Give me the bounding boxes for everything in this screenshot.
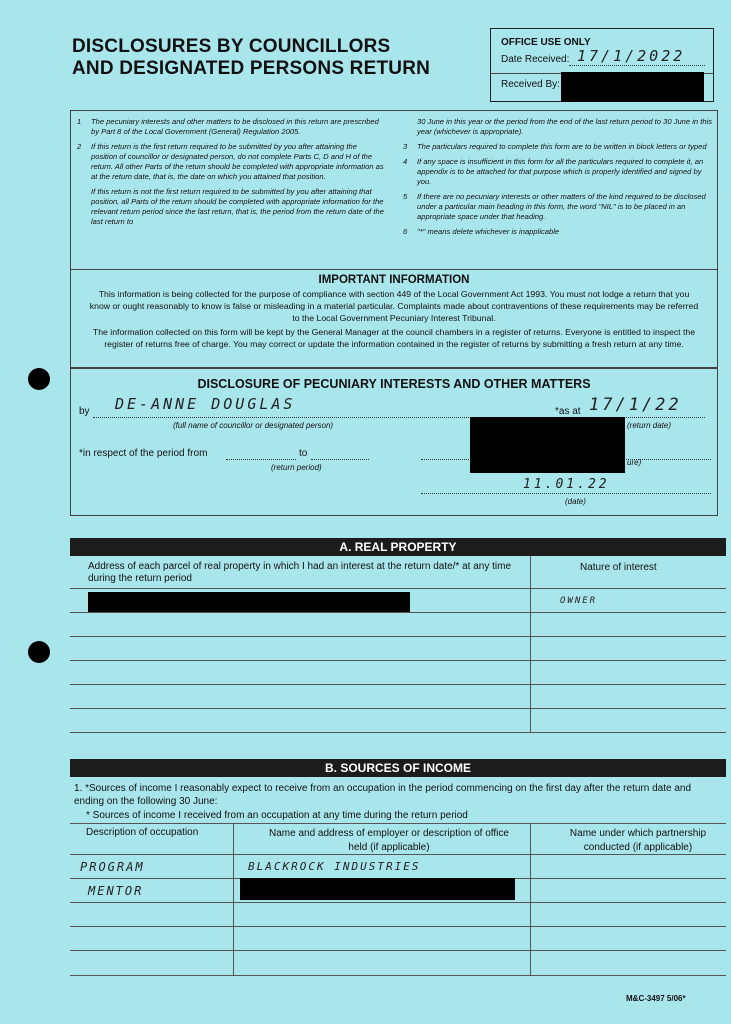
- instruction-item: [77, 142, 385, 182]
- income-item-1b: * Sources of income I received from an occupation at any time during the return period: [86, 810, 468, 821]
- instruction-number: 4: [403, 157, 408, 166]
- employer-address-redaction: [240, 878, 515, 900]
- address-redaction: [88, 592, 410, 612]
- important-information-box: [70, 270, 718, 368]
- employer-line-1[interactable]: BLACKROCK INDUSTRIES: [248, 860, 421, 873]
- page-title: [72, 36, 430, 80]
- instruction-number: 5: [403, 192, 408, 201]
- as-at-label: *as at: [555, 406, 581, 417]
- important-heading: IMPORTANT INFORMATION: [318, 274, 470, 286]
- to-label: to: [299, 448, 308, 459]
- title-line-2: AND DESIGNATED PERSONS RETURN: [72, 58, 431, 79]
- instruction-number: 6: [403, 227, 408, 236]
- instruction-text: If this return is not the first return required to be submitted by you after attaining that position, all Parts of the return should be completed with appropriate information for the relevant return period since the last return, that is, the period from the return date of the last return to: [91, 187, 384, 226]
- instruction-item: [403, 157, 713, 187]
- instructions-box: [70, 110, 718, 270]
- instruction-number: 3: [403, 142, 408, 151]
- section-a-bar: A. REAL PROPERTY: [70, 538, 726, 556]
- instruction-text: The particulars required to complete this form are to be written in block letters or typed: [417, 142, 707, 151]
- punch-hole: [28, 641, 50, 663]
- income-col1-header: Description of occupation: [86, 827, 199, 838]
- redaction-block: [561, 72, 704, 102]
- instruction-number: 2: [77, 142, 82, 151]
- real-property-col2-header: Nature of interest: [580, 562, 657, 573]
- received-by-label: Received By:: [501, 79, 560, 90]
- punch-hole: [28, 368, 50, 390]
- date-received-label: Date Received:: [501, 54, 570, 65]
- occupation-line-2[interactable]: MENTOR: [88, 884, 144, 898]
- instruction-text: If this return is the first return required to be submitted by you after attaining the position of councillor or designated person, do not complete Parts C, D and H of the return. All other Parts of the return should be completed with appropriate information as at the return date, that is, the date on which you attained that position.: [91, 142, 384, 181]
- instruction-text: 30 June in this year or the period from the end of the last return period to 30 June in this year (whichever is appropriate).: [417, 117, 713, 136]
- section-b-bar: B. SOURCES OF INCOME: [70, 759, 726, 777]
- important-paragraph-2: The information collected on this form will be kept by the General Manager at the council chambers in a register of returns. Everyone is entitled to inspect the register of returns free of charge. You may correct or update the information contained in the register of returns by submitting a fresh return at any time.: [92, 327, 696, 349]
- office-use-heading: OFFICE USE ONLY: [501, 37, 591, 48]
- instruction-item: [403, 117, 713, 137]
- instruction-number: 1: [77, 117, 82, 126]
- instruction-item: [403, 142, 713, 152]
- return-date-caption: (return date): [627, 421, 672, 430]
- instructions-left-column: [77, 117, 385, 232]
- disclosure-heading: DISCLOSURE OF PECUNIARY INTERESTS AND OTHER MATTERS: [197, 377, 591, 391]
- instruction-item: [403, 227, 713, 237]
- instruction-text: The pecuniary interests and other matters to be disclosed in this return are prescribed by Part 8 of the Local Government (General) Regulation 2005.: [91, 117, 379, 136]
- income-col3-header: Name under which partnership conducted (if applicable): [569, 828, 707, 853]
- instruction-item: [77, 117, 385, 137]
- signed-date-value[interactable]: 11.01.22: [523, 477, 610, 492]
- important-paragraph-1: This information is being collected for the purpose of compliance with section 449 of the Local Government Act 1993. You must not lodge a return that you know or ought reasonably to know is false or misleading in a material particular. Complaints made about contraventions of these requirements may be referred to the Local Government Pecuniary Interest Tribunal.: [89, 289, 699, 323]
- as-at-value[interactable]: 17/1/22: [589, 395, 682, 415]
- signature-caption-tail: ure): [627, 458, 642, 467]
- by-label: by: [79, 406, 90, 417]
- return-period-caption: (return period): [271, 463, 322, 472]
- instruction-text: If there are no pecuniary interests or other matters of the kind required to be disclosed under a particular main heading in this form, the word "NIL" is to be placed in an appropriate space under that heading.: [417, 192, 706, 221]
- instruction-text: "*" means delete whichever is inapplicable: [417, 227, 560, 236]
- instruction-item: [77, 187, 385, 227]
- full-name-value[interactable]: DE-ANNE DOUGLAS: [115, 395, 296, 413]
- date-received-value[interactable]: 17/1/2022: [577, 47, 686, 65]
- office-use-box: [490, 28, 714, 102]
- income-item-1: 1. *Sources of income I reasonably expect to receive from an occupation in the period commencing on the first day after the return date and ending on the following 30 June:: [74, 783, 692, 807]
- form-code: M&C-3497 5/06*: [626, 994, 686, 1003]
- instruction-item: [403, 192, 713, 222]
- income-col2-header: Name and address of employer or description of office held (if applicable): [269, 828, 509, 853]
- nature-of-interest-value[interactable]: OWNER: [560, 596, 598, 606]
- instruction-text: If any space is insufficient in this form for all the particulars required to complete it, an appendix is to be attached for that purpose which is properly identified and signed by you.: [417, 157, 704, 186]
- period-label: *in respect of the period from: [79, 448, 208, 459]
- disclosure-box: [70, 368, 718, 516]
- date-caption: (date): [565, 497, 586, 506]
- instructions-right-column: [403, 117, 713, 242]
- signature-redaction: [470, 417, 625, 473]
- real-property-col1-header: Address of each parcel of real property in which I had an interest at the return date/* at any time during the return period: [88, 561, 512, 584]
- title-line-1: DISCLOSURES BY COUNCILLORS: [72, 36, 391, 57]
- occupation-line-1[interactable]: PROGRAM: [80, 860, 145, 874]
- full-name-caption: (full name of councillor or designated person): [173, 421, 334, 430]
